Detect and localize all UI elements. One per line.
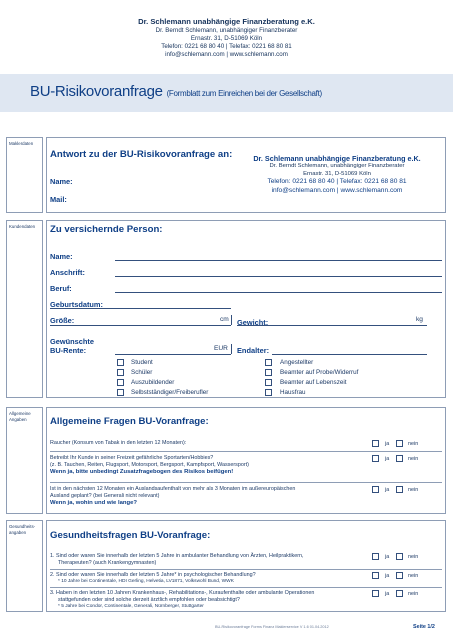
- title-sub: (Formblatt zum Einreichen bei der Gesellschaft): [166, 89, 322, 98]
- gesundheit-q2: 2. Sind oder waren Sie innerhalb der letzten 5 Jahre* in psychologischer Behandlung? * 10 Jahre bei Continentale, HDI Gerling, Helvetia, LV1871, Volkswohl Bund, WWK: [50, 572, 256, 584]
- divider: [50, 451, 442, 452]
- option-auszubildender: Auszubildender: [131, 379, 175, 386]
- title-main: BU-Risikovoranfrage: [30, 83, 163, 100]
- makler-address-line: Ernastr. 31, D-51069 Köln: [303, 170, 371, 177]
- nein-label: nein: [408, 487, 419, 493]
- ja-label: ja: [385, 573, 390, 579]
- ja-label: ja: [385, 554, 390, 560]
- gesundheit-q1-ja-checkbox[interactable]: [372, 553, 379, 560]
- kunde-name-label: Name:: [50, 252, 73, 261]
- kunde-endalter-field[interactable]: [272, 354, 427, 355]
- makler-heading: Antwort zu der BU-Risikovoranfrage an:: [50, 149, 233, 160]
- groesse-divider: [231, 315, 232, 325]
- letterhead-line: Dr. Berndt Schlemann, unabhängiger Finanzberater: [155, 26, 298, 34]
- side-label-makler: Maklerdaten: [6, 137, 43, 213]
- allgemein-q1-ja-checkbox[interactable]: [372, 440, 379, 447]
- checkbox-hausfrau[interactable]: [265, 389, 272, 396]
- checkbox-beamter-lebenszeit[interactable]: [265, 379, 272, 386]
- makler-address-name: Dr. Schlemann unabhängige Finanzberatung e.K.: [253, 154, 421, 163]
- option-hausfrau: Hausfrau: [280, 389, 306, 396]
- allgemein-q2-ja-checkbox[interactable]: [372, 455, 379, 462]
- option-angestellter: Angestellter: [280, 359, 314, 366]
- allgemein-q2: Betreibt Ihr Kunde in seiner Freizeit gefährliche Sportarten/Hobbies? (z. B. Tauchen, Reiten, Flugsport, Motorsport, Bergsport, Kampfsport, Wassersport) Wenn ja, bitte unbedingt Zusatzfragebogen des Risikos beifügen!: [50, 455, 249, 475]
- nein-label: nein: [408, 554, 419, 560]
- cm-unit: cm: [220, 316, 229, 323]
- makler-address-line: Telefon: 0221 68 80 40 | Telefax: 0221 68 80 81: [267, 178, 407, 186]
- gesundheit-q1: 1. Sind oder waren Sie innerhalb der letzten 5 Jahre in ambulanter Behandlung von Ärzten, Heilpraktikern, Therapeuten? (auch Krankengymnasten): [50, 553, 304, 566]
- divider: [50, 482, 442, 483]
- kunde-geburtsdatum-label: Geburtsdatum:: [50, 300, 103, 309]
- gesundheit-q3-nein-checkbox[interactable]: [396, 590, 403, 597]
- kunde-beruf-label: Beruf:: [50, 284, 72, 293]
- kunde-rente-field[interactable]: [115, 354, 231, 355]
- kunde-gewicht-field[interactable]: [237, 325, 427, 326]
- divider: [50, 569, 442, 570]
- allgemein-q1-nein-checkbox[interactable]: [396, 440, 403, 447]
- letterhead-line: info@schlemann.com | www.schlemann.com: [165, 50, 288, 58]
- kunde-heading: Zu versichernde Person:: [50, 224, 163, 235]
- kunde-anschrift-label: Anschrift:: [50, 268, 85, 277]
- gesundheit-q1-nein-checkbox[interactable]: [396, 553, 403, 560]
- makler-address-block: [232, 154, 442, 195]
- gesundheit-heading: Gesundheitsfragen BU-Voranfrage:: [50, 530, 211, 541]
- kunde-anschrift-field[interactable]: [115, 276, 442, 277]
- ja-label: ja: [385, 591, 390, 597]
- checkbox-beamter-probe[interactable]: [265, 369, 272, 376]
- rente-divider: [231, 344, 232, 354]
- kunde-groesse-field[interactable]: [50, 325, 231, 326]
- makler-mail-label: Mail:: [50, 195, 67, 204]
- checkbox-auszubildender[interactable]: [117, 379, 124, 386]
- makler-address-line: info@schlemann.com | www.schlemann.com: [271, 186, 403, 194]
- side-label-gesundheit: Gesundheits- angaben: [6, 520, 43, 612]
- nein-label: nein: [408, 456, 419, 462]
- option-beamter-lebenszeit: Beamter auf Lebenszeit: [280, 379, 347, 386]
- kunde-gewicht-label: Gewicht:: [237, 318, 269, 327]
- kunde-rente-label-1: Gewünschte: [50, 337, 94, 346]
- checkbox-student[interactable]: [117, 359, 124, 366]
- checkbox-angestellter[interactable]: [265, 359, 272, 366]
- option-beamter-probe: Beamter auf Probe/Widerruf: [280, 369, 359, 376]
- kunde-section: [46, 220, 446, 398]
- makler-name-label: Name:: [50, 177, 73, 186]
- letterhead-line: Telefon: 0221 68 80 40 | Telefax: 0221 68 80 81: [161, 42, 292, 50]
- ja-label: ja: [385, 487, 390, 493]
- kg-unit: kg: [416, 316, 423, 323]
- allgemein-q3: Ist in den nächsten 12 Monaten ein Auslandsaufenthalt von mehr als 3 Monaten im außereuropäischen Ausland geplant? (bei Generali nicht relevant) Wenn ja, wohin und wie lange?: [50, 486, 296, 506]
- checkbox-schueler[interactable]: [117, 369, 124, 376]
- page-number: Seite 1/2: [413, 624, 435, 630]
- letterhead-line: Ernastr. 31, D-51069 Köln: [190, 34, 263, 42]
- allgemein-q2-nein-checkbox[interactable]: [396, 455, 403, 462]
- kunde-beruf-field[interactable]: [115, 292, 442, 293]
- nein-label: nein: [408, 591, 419, 597]
- option-schueler: Schüler: [131, 369, 153, 376]
- nein-label: nein: [408, 573, 419, 579]
- divider: [50, 587, 442, 588]
- nein-label: nein: [408, 441, 419, 447]
- ja-label: ja: [385, 456, 390, 462]
- eur-unit: EUR: [214, 345, 228, 352]
- allgemein-q1: Raucher (Konsum von Tabak in den letzten 12 Monaten):: [50, 440, 187, 446]
- gesundheit-q3-ja-checkbox[interactable]: [372, 590, 379, 597]
- kunde-rente-label-2: BU-Rente:: [50, 346, 87, 355]
- makler-address-line: Dr. Berndt Schlemann, unabhängiger Finanzberater: [269, 163, 405, 170]
- side-label-kunde: Kundendaten: [6, 220, 43, 398]
- ja-label: ja: [385, 441, 390, 447]
- allgemein-q3-ja-checkbox[interactable]: [372, 486, 379, 493]
- letterhead: [0, 17, 453, 58]
- checkbox-selbststaendiger[interactable]: [117, 389, 124, 396]
- allgemein-heading: Allgemeine Fragen BU-Voranfrage:: [50, 416, 209, 427]
- page-title: [30, 83, 322, 100]
- company-name: Dr. Schlemann unabhängige Finanzberatung e.K.: [138, 17, 315, 26]
- kunde-endalter-label: Endalter:: [237, 346, 270, 355]
- side-label-allgemein: Allgemeine Angaben: [6, 407, 43, 514]
- footer-version: BU-Risikovoranfrage Forms Finanz Maklerservice V 1.6 01.04.2012: [215, 625, 329, 629]
- gesundheit-q3: 3. Haben in den letzten 10 Jahren Krankenhaus-, Rehabilitations-, Kuraufenthalte oder ambulante Operationen stattgefunden oder sind solche derzeit ärztlich empfohlen oder beabsichtigt? * 5 Jahre bei Condor, Continentale, Generali, Nürnberger, Stuttgarter: [50, 590, 315, 609]
- kunde-name-field[interactable]: [115, 260, 442, 261]
- option-selbststaendiger: Selbstständiger/Freiberufler: [131, 389, 209, 396]
- option-student: Student: [131, 359, 153, 366]
- kunde-groesse-label: Größe:: [50, 316, 75, 325]
- gesundheit-q2-nein-checkbox[interactable]: [396, 572, 403, 579]
- kunde-geburtsdatum-field[interactable]: [50, 308, 231, 309]
- allgemein-q3-nein-checkbox[interactable]: [396, 486, 403, 493]
- gesundheit-q2-ja-checkbox[interactable]: [372, 572, 379, 579]
